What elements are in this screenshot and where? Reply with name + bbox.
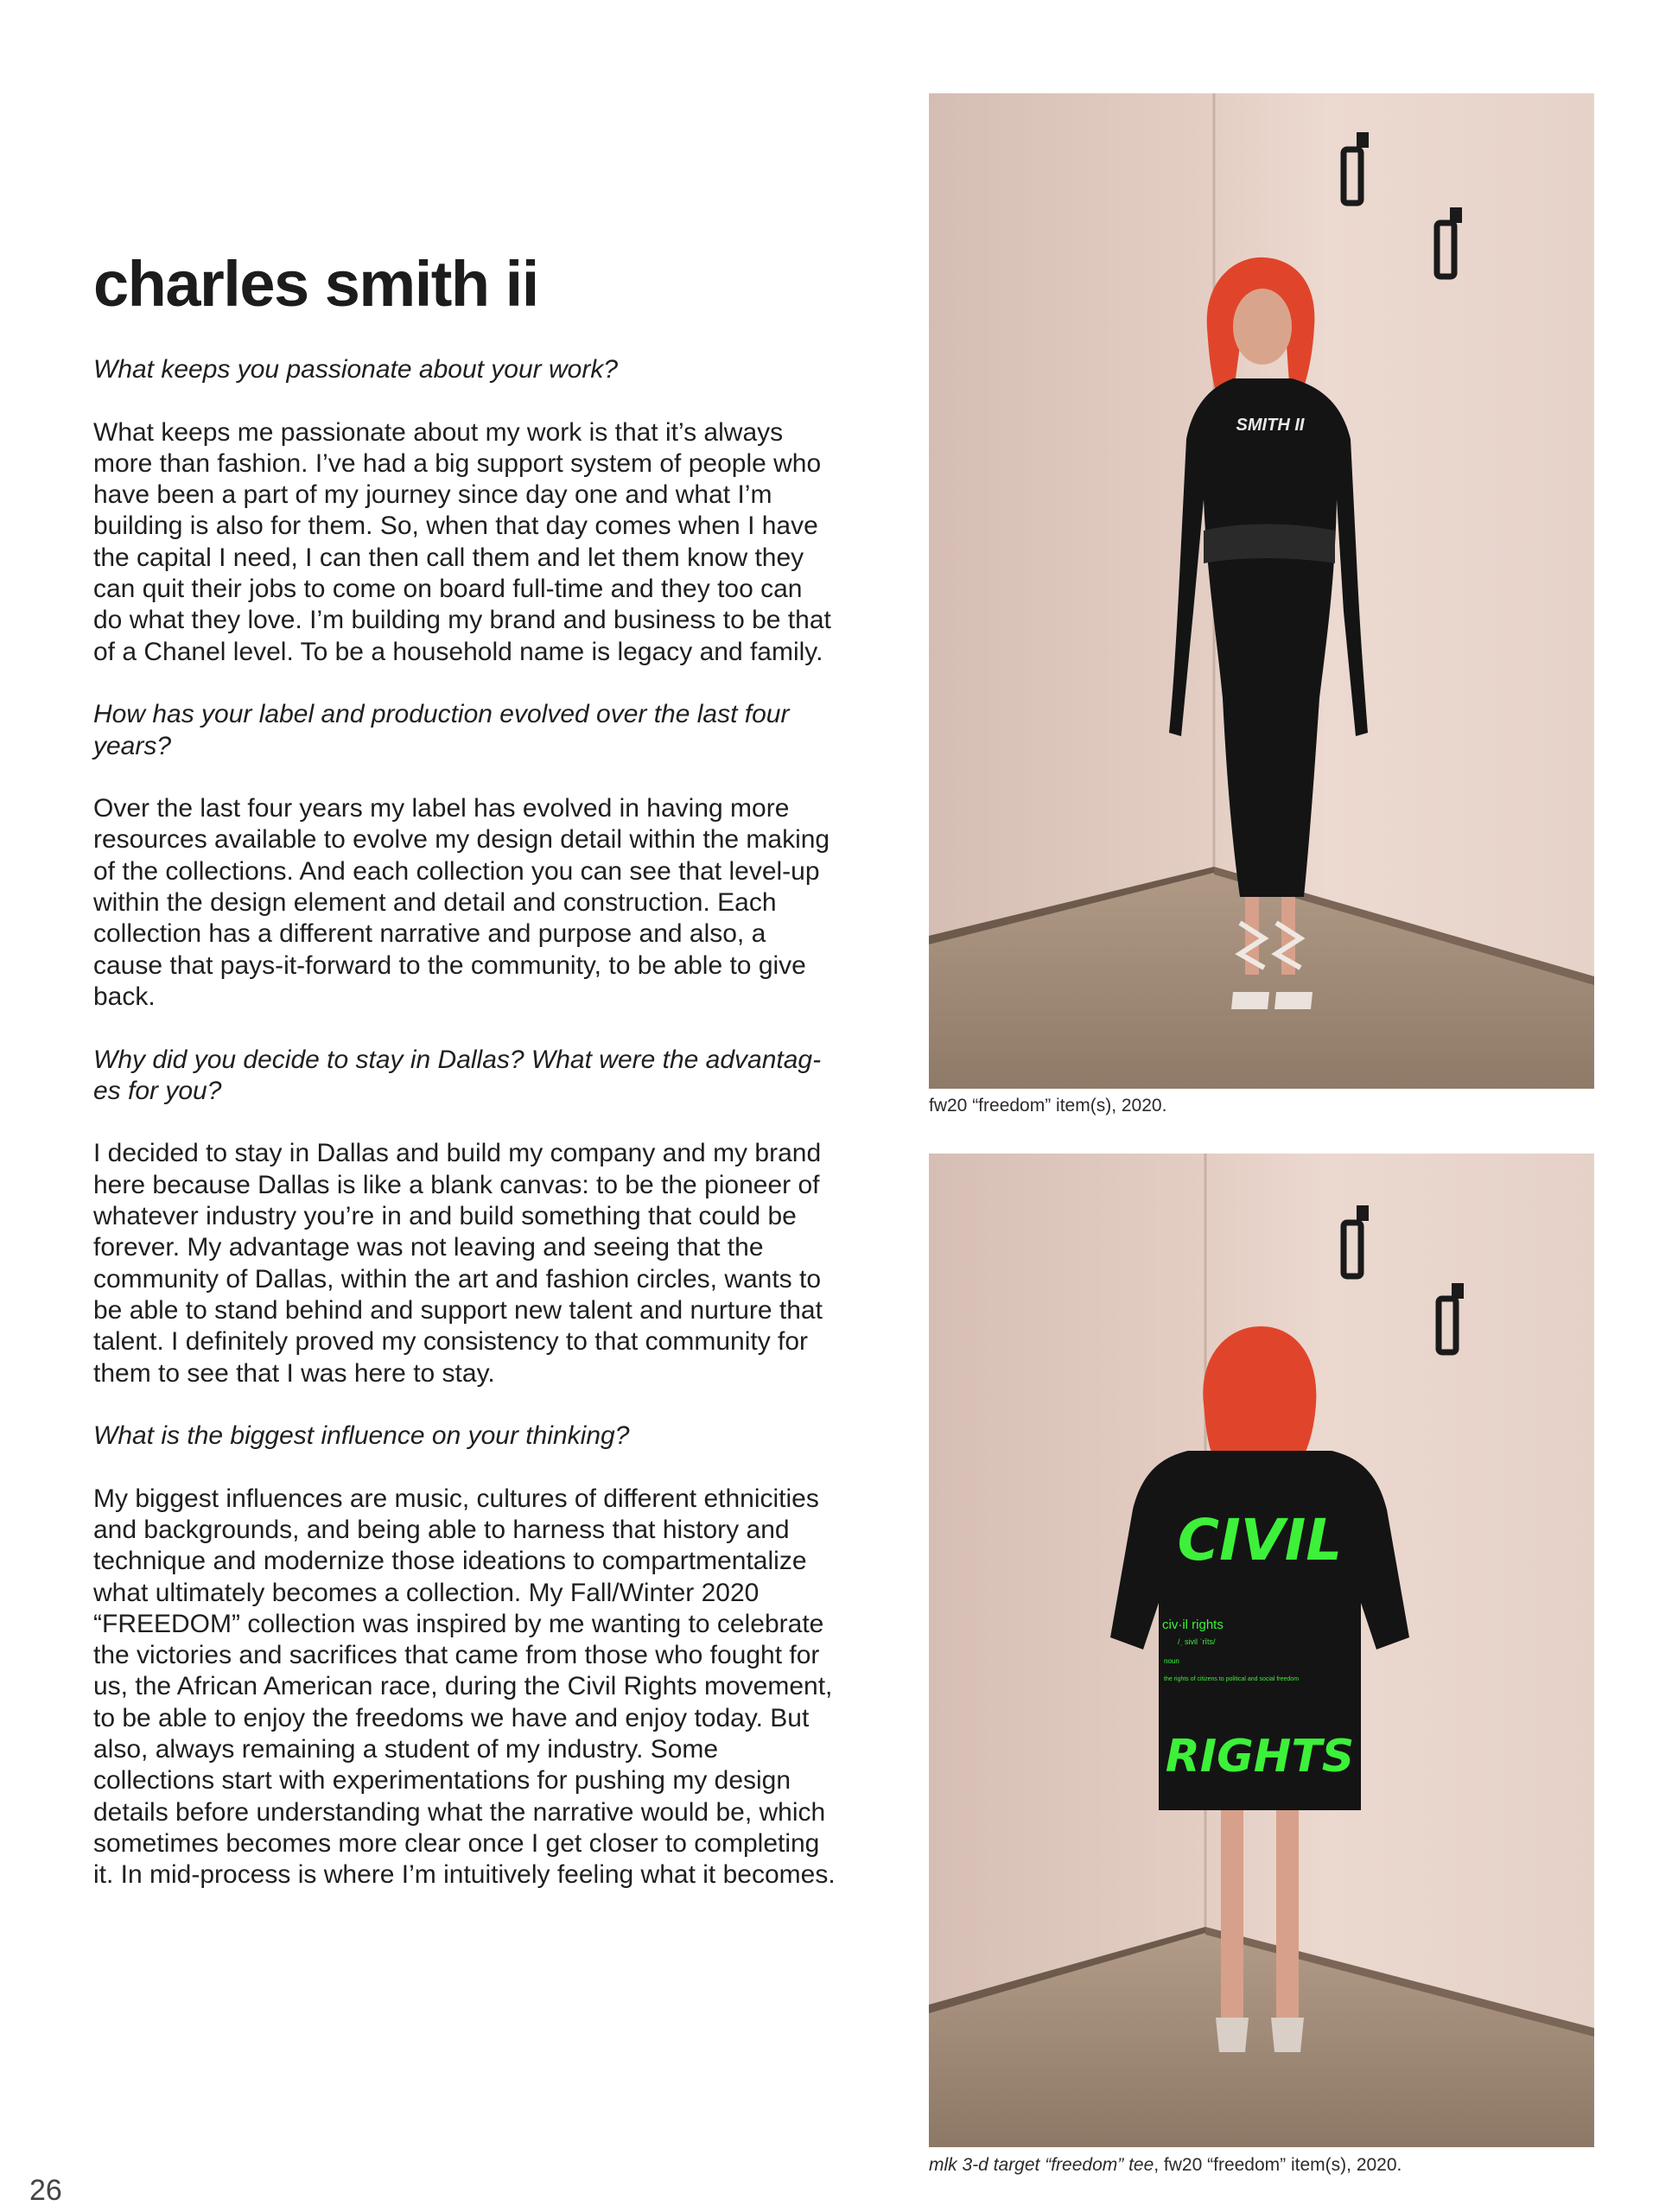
interview-question: What is the biggest influence on your thinking?: [93, 1421, 630, 1451]
interview-answer: What keeps me passionate about my work is that it’s always more than fashion. I’ve had a big support system of people who have been a part of my journey since day one and what I’m building is also for them. So, when that day comes when I have the capital I need, I can then call them and let them know they can quit their jobs to come on board full-time and they too can do what they love. I’m building my brand and business to be that of a Chanel level. To be a household name is legacy and family.: [93, 417, 831, 666]
interview-question: Why did you decide to stay in Dallas? What were the advantag-es for you?: [93, 1045, 822, 1105]
tee-print-bottom: RIGHTS: [1165, 1731, 1355, 1783]
tee-definition-text: the rights of citizens to political and social freedom: [1164, 1676, 1300, 1682]
caption-item-name: mlk 3-d target “freedom” tee: [929, 2155, 1154, 2175]
photo-tee-illustration: [929, 1154, 1594, 2147]
photo-caption-dress: fw20 “freedom” item(s), 2020.: [929, 1096, 1167, 1116]
tee-definition-phonetic: /ˌ sivil ˈrīts/: [1178, 1637, 1216, 1646]
garment-print-text: SMITH II: [1236, 416, 1305, 435]
interview-question: What keeps you passionate about your work?: [93, 355, 619, 384]
tee-definition-pos: noun: [1164, 1657, 1179, 1665]
article-body: [93, 354, 836, 1923]
photo-caption-tee: [929, 2155, 1402, 2176]
interview-answer: Over the last four years my label has evolved in having more resources available to evolve my design detail within the making of the collections. And each collection you can see that level-up within the design element and detail and construction. Each collection has a different narrative and purpose and also, a cause that pays-it-forward to the community, to be able to give back.: [93, 794, 830, 1011]
caption-item-detail: , fw20 “freedom” item(s), 2020.: [1154, 2155, 1402, 2175]
fashion-photo-tee: [929, 1154, 1594, 2147]
photo-dress-illustration: [929, 93, 1594, 1089]
tee-print-top: CIVIL: [1177, 1507, 1343, 1573]
interview-answer: My biggest influences are music, cultures of different ethnicities and backgrounds, and being able to harness that history and technique and modernize those ideations to compartmentalize what ultimately becomes a collection. My Fall/Winter 2020 “FREEDOM” collection was inspired by me wanting to celebrate the victories and sacrifices that came from those who fought for us, the African American race, during the Civil Rights movement, to be able to enjoy the freedoms we have and enjoy today. But also, always remaining a student of my industry. Some collections start with experimentations for pushing my design details before understanding what the narrative would be, which sometimes becomes more clear once I get closer to completing it. In mid-process is where I’m intuitively feeling what it becomes.: [93, 1484, 836, 1890]
page-number: 26: [29, 2174, 62, 2207]
fashion-photo-dress: [929, 93, 1594, 1089]
article-title: charles smith ii: [93, 248, 538, 320]
tee-definition-word: civ·il rights: [1162, 1618, 1224, 1632]
interview-answer: I decided to stay in Dallas and build my company and my brand here because Dallas is like a blank canvas: to be the pioneer of whatever industry you’re in and build something that could be forever. My advantage was not leaving and seeing that the community of Dallas, within the art and fashion circles, wants to be able to stand behind and support new talent and nurture that talent. I definitely proved my consistency to that community for them to see that I was here to stay.: [93, 1139, 823, 1388]
interview-question: How has your label and production evolved over the last four years?: [93, 700, 790, 760]
